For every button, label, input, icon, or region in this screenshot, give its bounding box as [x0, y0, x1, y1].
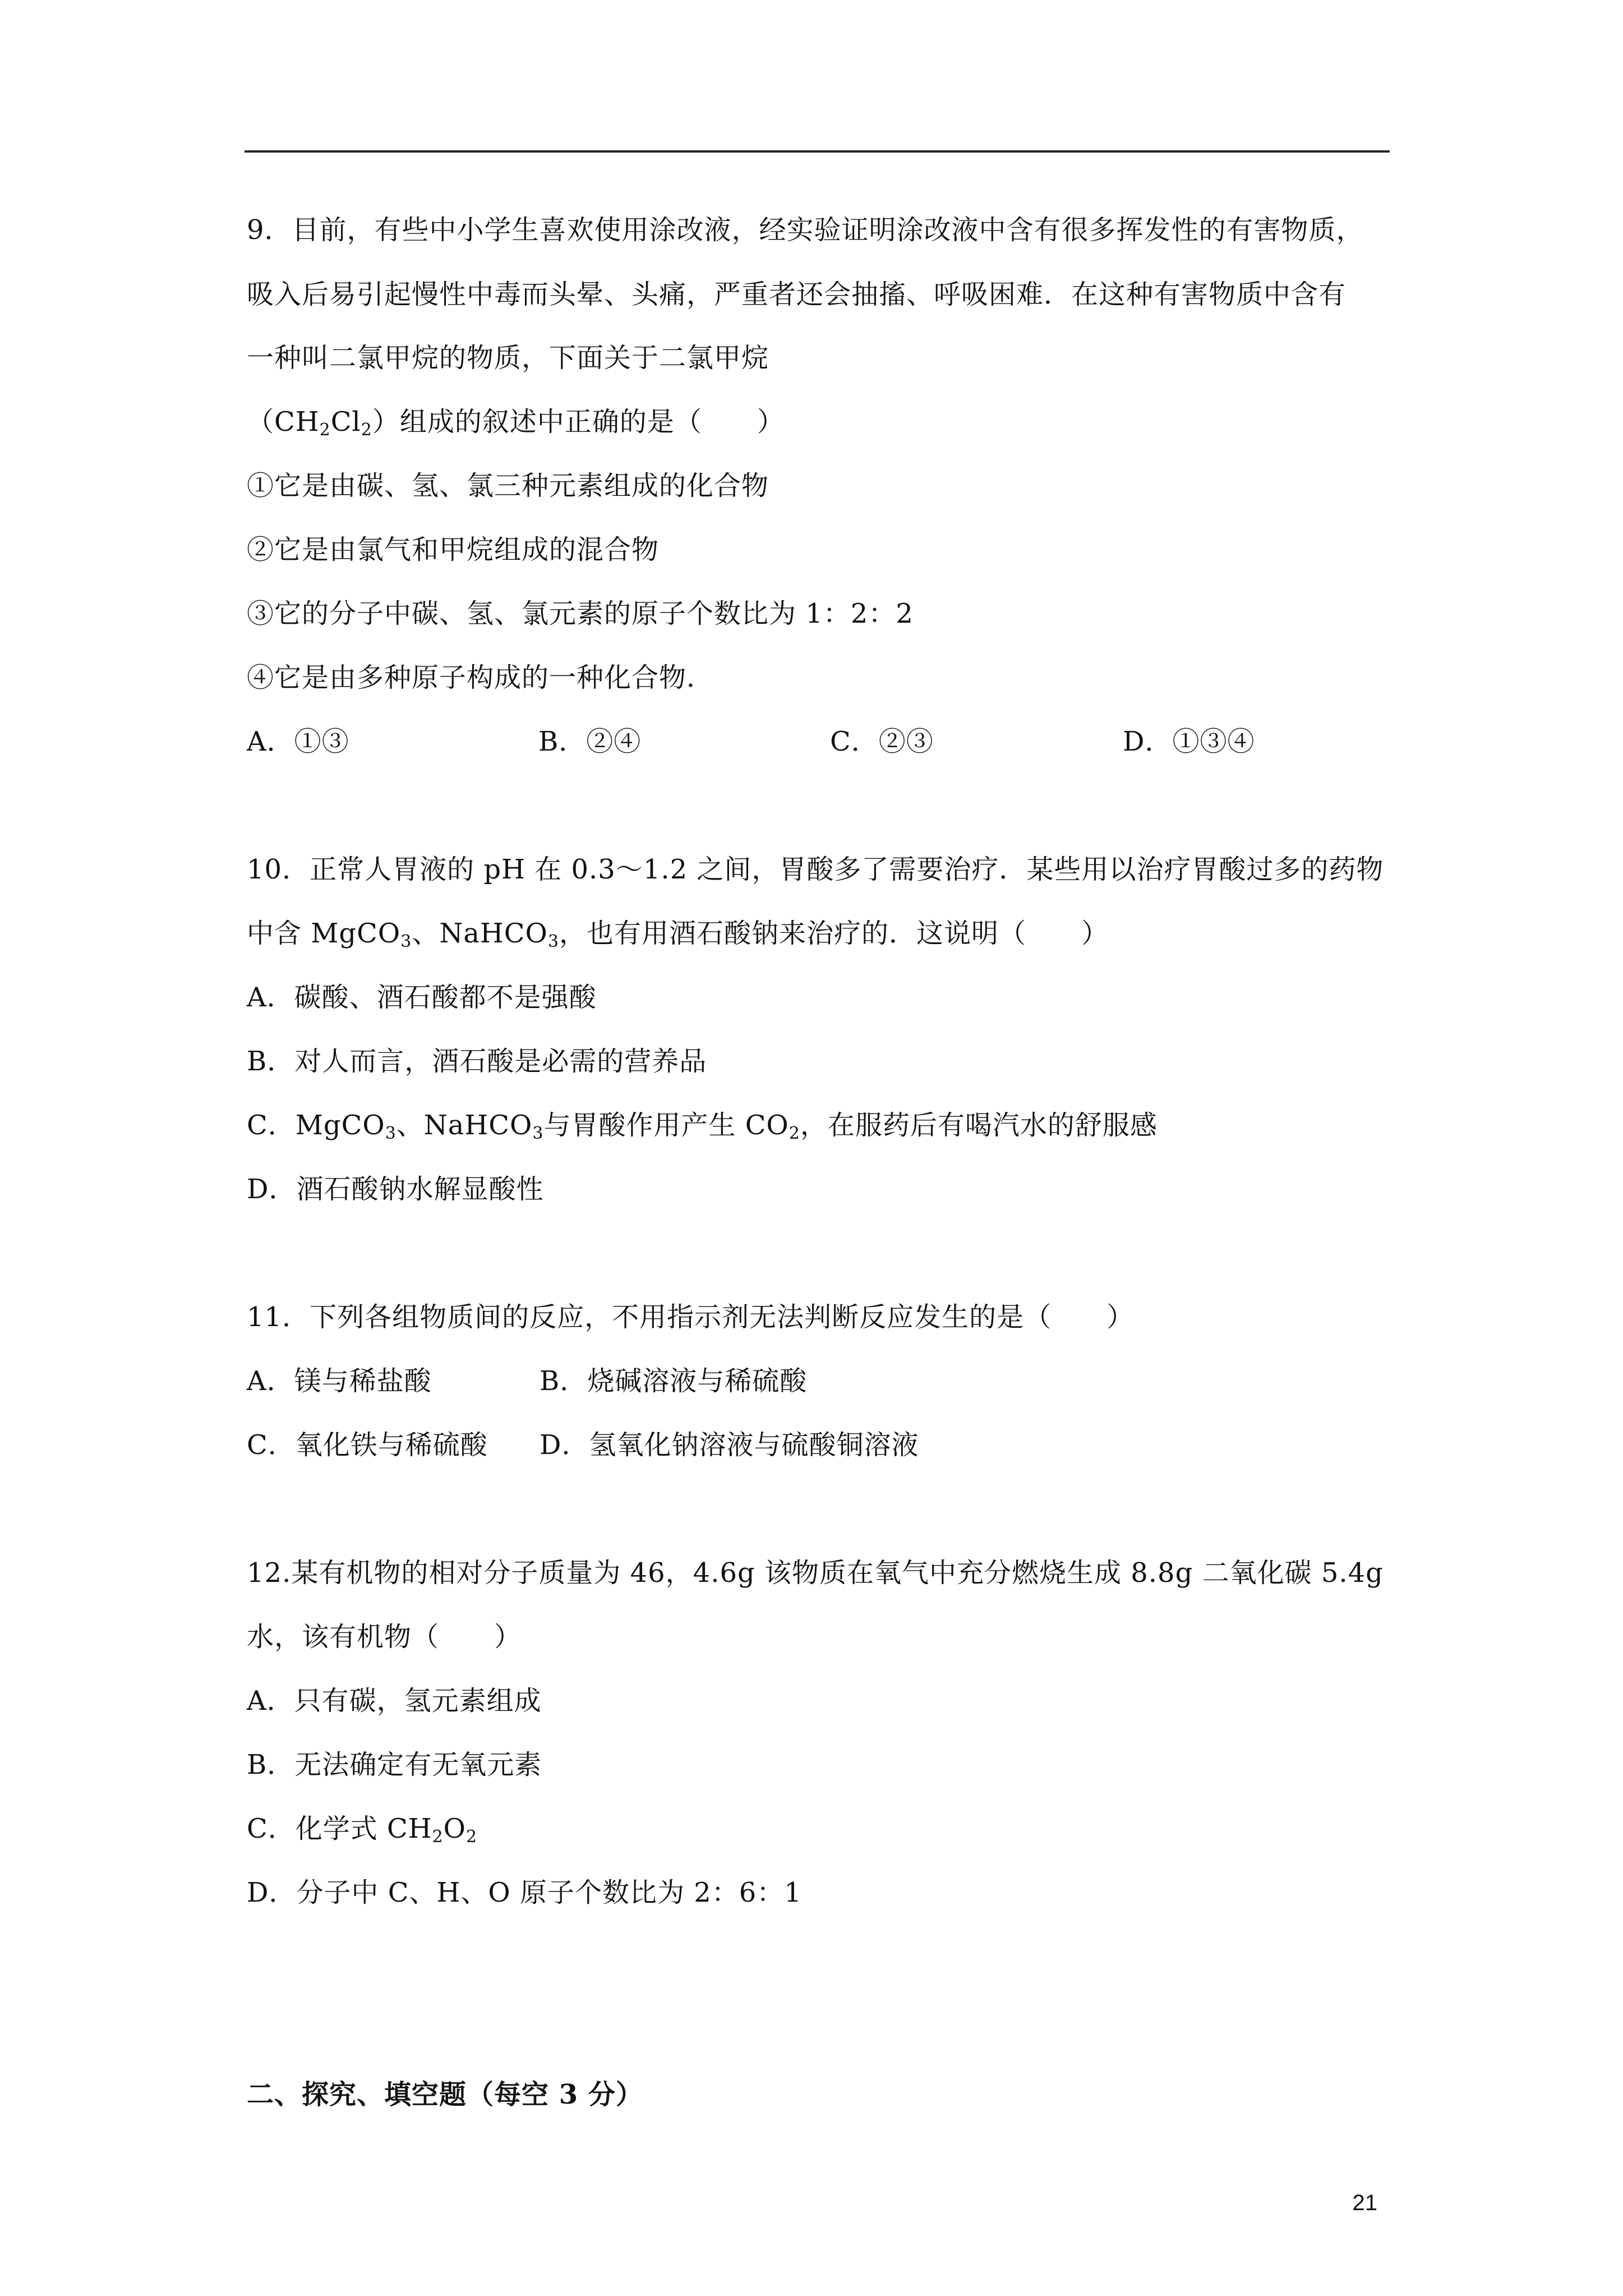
- q10-line2-sub1: 3: [400, 932, 412, 951]
- section-heading: 二、探究、填空题（每空 3 分）: [247, 2079, 643, 2110]
- header-rule: [245, 150, 1390, 153]
- q9-line-2: 吸入后易引起慢性中毒而头晕、头痛，严重者还会抽搐、呼吸困难．在这种有害物质中含有: [247, 279, 1347, 310]
- q11-option-a: A．镁与稀盐酸: [247, 1365, 432, 1397]
- q9-formula-pre: （CH: [247, 406, 320, 438]
- q10-optc-part-b: 、NaHCO: [396, 1110, 533, 1141]
- q12-option-a: A．只有碳，氢元素组成: [247, 1685, 542, 1717]
- q9-formula-mid: Cl: [330, 406, 361, 438]
- q12-line-2: 水，该有机物（ ）: [247, 1621, 522, 1653]
- q10-line2-part-a: 中含 MgCO: [247, 918, 401, 949]
- q9-formula-post: ）组成的叙述中正确的是（ ）: [372, 406, 785, 438]
- q11-option-c: C．氧化铁与稀硫酸: [247, 1429, 488, 1461]
- q9-statement-4: ④它是由多种原子构成的一种化合物．: [247, 662, 714, 693]
- q12-option-c: [247, 1812, 477, 1846]
- q12-optc-part-b: O: [443, 1813, 467, 1844]
- q10-optc-part-a: C．MgCO: [247, 1110, 385, 1141]
- q10-option-d: D．酒石酸钠水解显酸性: [247, 1174, 544, 1205]
- q12-option-b: B．无法确定有无氧元素: [247, 1749, 542, 1780]
- q10-line2-sub2: 3: [547, 932, 559, 951]
- q9-formula-sub2: 2: [361, 420, 372, 440]
- q9-formula-sub1: 2: [319, 420, 331, 440]
- q12-option-d: D．分子中 C、H、O 原子个数比为 2：6：1: [247, 1877, 802, 1908]
- q10-optc-part-c: 与胃酸作用产生 CO: [543, 1110, 789, 1141]
- q10-line-1: 10．正常人胃液的 pH 在 0.3～1.2 之间，胃酸多了需要治疗．某些用以治疗胃酸过多的药物: [247, 854, 1384, 885]
- q12-optc-sub1: 2: [432, 1827, 444, 1847]
- q9-line-4: [247, 405, 785, 439]
- page-number: 21: [1352, 2191, 1377, 2215]
- q11-line-1: 11．下列各组物质间的反应，不用指示剂无法判断反应发生的是（ ）: [247, 1301, 1135, 1333]
- q9-statement-2: ②它是由氯气和甲烷组成的混合物: [247, 534, 660, 565]
- q10-option-b: B．对人而言，酒石酸是必需的营养品: [247, 1046, 707, 1077]
- q10-line2-part-b: 、NaHCO: [412, 918, 548, 949]
- q10-line2-part-c: ，也有用酒石酸钠来治疗的．这说明（ ）: [559, 918, 1109, 949]
- q9-option-b: B．②④: [538, 726, 642, 757]
- q12-optc-part-a: C．化学式 CH: [247, 1813, 432, 1844]
- q10-option-a: A．碳酸、酒石酸都不是强酸: [247, 982, 597, 1013]
- q9-option-d: D．①③④: [1123, 726, 1255, 757]
- q10-optc-sub3: 2: [789, 1124, 800, 1143]
- q9-option-a: A．①③: [247, 726, 349, 757]
- q12-line-1: 12.某有机物的相对分子质量为 46，4.6g 该物质在氧气中充分燃烧生成 8.8g 二氧化碳 5.4g: [247, 1557, 1384, 1589]
- q9-line-1: 9．目前，有些中小学生喜欢使用涂改液，经实验证明涂改液中含有很多挥发性的有害物质，: [247, 214, 1364, 246]
- q10-optc-sub1: 3: [385, 1124, 396, 1143]
- q10-line-2: [247, 917, 1109, 950]
- q10-optc-part-d: ，在服药后有喝汽水的舒服感: [800, 1110, 1158, 1141]
- q11-option-b: B．烧碱溶液与稀硫酸: [540, 1365, 808, 1397]
- q12-optc-sub2: 2: [466, 1827, 478, 1847]
- q9-line-3: 一种叫二氯甲烷的物质，下面关于二氯甲烷: [247, 342, 769, 374]
- q10-option-c: [247, 1108, 1158, 1142]
- q9-option-c: C．②③: [830, 726, 934, 757]
- q9-statement-1: ①它是由碳、氢、氯三种元素组成的化合物: [247, 470, 769, 501]
- q11-option-d: D．氢氧化钠溶液与硫酸铜溶液: [540, 1429, 919, 1461]
- q10-optc-sub2: 3: [532, 1124, 544, 1143]
- q9-statement-3: ③它的分子中碳、氢、氯元素的原子个数比为 1：2：2: [247, 598, 914, 629]
